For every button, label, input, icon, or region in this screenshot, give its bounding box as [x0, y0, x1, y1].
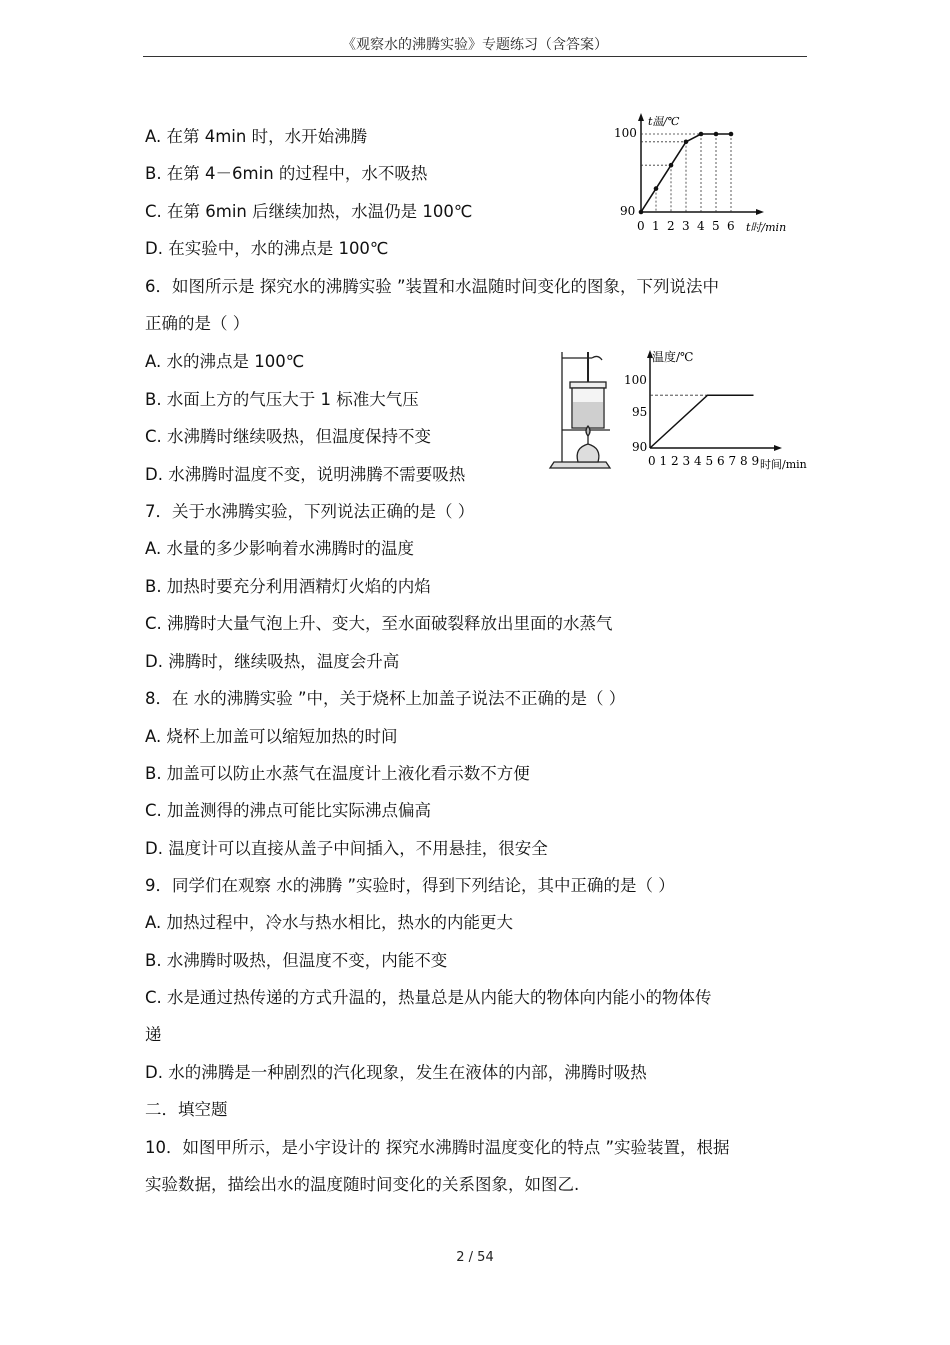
- header-divider: [143, 56, 807, 57]
- page-header-title: 《观察水的沸腾实验》专题练习（含答案）: [342, 37, 608, 53]
- apparatus-and-graph-figure: [548, 344, 828, 474]
- x-tick-label: 8: [740, 454, 748, 468]
- x-tick-label: 3: [682, 219, 690, 233]
- data-point: [699, 132, 704, 137]
- text-line: A. 水量的多少影响着水沸腾时的温度: [145, 539, 414, 558]
- boiling-curve-figure: [608, 108, 800, 238]
- text-line: B. 水沸腾时吸热，但温度不变，内能不变: [145, 951, 448, 970]
- y-tick-label: 100: [624, 373, 647, 387]
- data-point: [714, 132, 719, 137]
- series-line: [650, 395, 754, 448]
- y-axis-label: t温/℃: [648, 115, 680, 128]
- text-line: 9．同学们在观察 水的沸腾 ”实验时，得到下列结论，其中正确的是（ ）: [145, 876, 675, 895]
- text-line: C. 沸腾时大量气泡上升、变大，至水面破裂释放出里面的水蒸气: [145, 614, 613, 633]
- text-line: D. 温度计可以直接从盖子中间插入，不用悬挂，很安全: [145, 839, 548, 858]
- y-tick-label: 90: [632, 440, 648, 454]
- text-line: 递: [145, 1025, 162, 1044]
- series-line: [641, 134, 731, 212]
- text-line: D. 水沸腾时温度不变，说明沸腾不需要吸热: [145, 465, 466, 484]
- text-line: C. 水是通过热传递的方式升温的，热量总是从内能大的物体向内能小的物体传: [145, 988, 712, 1007]
- x-tick-label: 0: [648, 454, 656, 468]
- data-point: [684, 140, 689, 145]
- text-line: B. 水面上方的气压大于 1 标准大气压: [145, 390, 419, 409]
- page-number: 2 / 54: [456, 1250, 494, 1265]
- x-axis-label: t时/min: [746, 221, 787, 234]
- boiling-apparatus-illustration: [550, 352, 610, 468]
- text-line: B. 加盖可以防止水蒸气在温度计上液化看示数不方便: [145, 764, 530, 783]
- stand-base: [550, 462, 610, 468]
- x-tick-label: 4: [694, 454, 702, 468]
- x-tick-label: 4: [697, 219, 705, 233]
- text-line: 10．如图甲所示，是小宇设计的 探究水沸腾时温度变化的特点 ”实验装置，根据: [145, 1138, 730, 1157]
- y-axis-label: 温度/℃: [652, 350, 694, 364]
- text-line: 实验数据，描绘出水的温度随时间变化的关系图象，如图乙.: [145, 1175, 580, 1194]
- data-point: [669, 163, 674, 168]
- y-axis-arrow: [638, 113, 644, 121]
- text-line: A. 水的沸点是 100℃: [145, 352, 305, 371]
- text-line: 8．在 水的沸腾实验 ”中，关于烧杯上加盖子说法不正确的是（ ）: [145, 689, 626, 708]
- text-line: C. 水沸腾时继续吸热，但温度保持不变: [145, 427, 432, 446]
- text-line: D. 沸腾时，继续吸热，温度会升高: [145, 652, 400, 671]
- data-point: [654, 186, 659, 191]
- x-tick-label: 1: [652, 219, 660, 233]
- x-tick-label: 0: [637, 219, 645, 233]
- text-line: 正确的是（ ）: [145, 314, 250, 333]
- y-tick-label: 100: [614, 126, 637, 140]
- x-tick-label: 2: [671, 454, 679, 468]
- data-point: [639, 210, 644, 215]
- y-tick-label: 90: [620, 204, 636, 218]
- beaker-lid: [570, 382, 606, 388]
- y-tick-label: 95: [632, 405, 648, 419]
- x-tick-label: 5: [705, 454, 714, 468]
- x-tick-label: 5: [712, 219, 720, 233]
- x-axis-arrow: [774, 445, 782, 451]
- x-tick-label: 6: [727, 219, 735, 233]
- x-tick-label: 3: [682, 454, 691, 468]
- text-line: D. 水的沸腾是一种剧烈的汽化现象，发生在液体的内部，沸腾时吸热: [145, 1063, 647, 1082]
- text-line: 二．填空题: [145, 1100, 228, 1119]
- x-tick-label: 9: [751, 454, 760, 468]
- text-line: 6．如图所示是 探究水的沸腾实验 ”装置和水温随时间变化的图象，下列说法中: [145, 277, 720, 296]
- text-line: 7．关于水沸腾实验，下列说法正确的是（ ）: [145, 502, 475, 521]
- x-tick-label: 1: [659, 454, 668, 468]
- data-point: [729, 132, 734, 137]
- text-line: D. 在实验中，水的沸点是 100℃: [145, 239, 389, 258]
- text-line: C. 加盖测得的沸点可能比实际沸点偏高: [145, 801, 432, 820]
- x-tick-label: 6: [717, 454, 725, 468]
- text-line: A. 加热过程中，冷水与热水相比，热水的内能更大: [145, 913, 513, 932]
- alcohol-lamp: [577, 444, 599, 462]
- x-axis-arrow: [756, 209, 764, 215]
- x-tick-label: 2: [667, 219, 675, 233]
- x-tick-label: 7: [728, 454, 737, 468]
- lamp-flame: [586, 426, 590, 436]
- clamp-hook: [592, 356, 602, 360]
- text-line: A. 在第 4min 时，水开始沸腾: [145, 127, 368, 146]
- text-line: C. 在第 6min 后继续加热，水温仍是 100℃: [145, 202, 473, 221]
- beaker-water: [573, 402, 603, 427]
- text-line: B. 在第 4－6min 的过程中，水不吸热: [145, 164, 428, 183]
- text-line: B. 加热时要充分利用酒精灯火焰的内焰: [145, 577, 431, 596]
- x-axis-label: 时间/min: [760, 458, 807, 471]
- text-line: A. 烧杯上加盖可以缩短加热的时间: [145, 727, 398, 746]
